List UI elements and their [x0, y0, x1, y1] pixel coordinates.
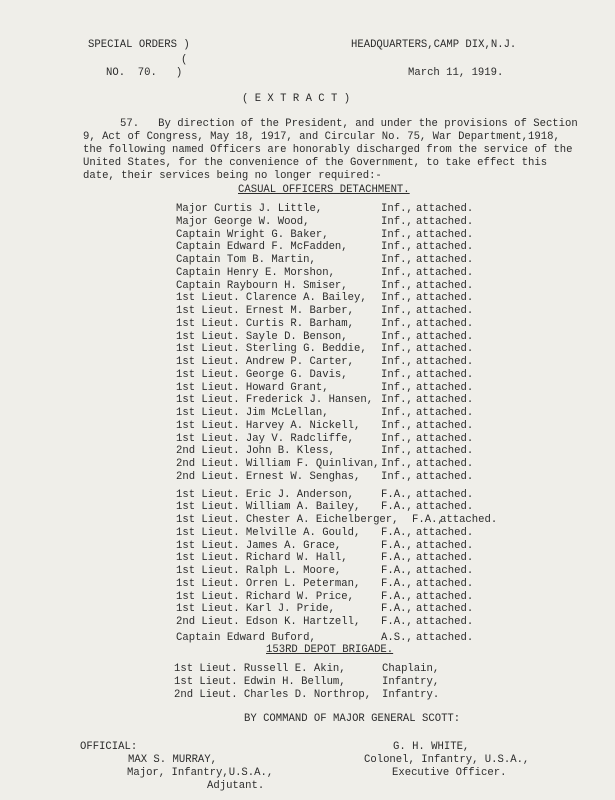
officer-name: 1st Lieut. Karl J. Pride,: [176, 603, 335, 616]
officer-branch: Chaplain,: [382, 663, 440, 675]
officer-status: attached.: [416, 203, 474, 215]
officer-branch: F.A.,: [381, 488, 413, 501]
officer-status: attached.: [416, 368, 474, 381]
officer-branch: Inf.,: [381, 292, 413, 305]
officer-status: attached.: [416, 590, 474, 603]
officer-status: attached.: [416, 407, 474, 419]
paragraph-line: 57. By direction of the President, and under the provisions of Section: [120, 118, 578, 130]
officer-status: attached.: [416, 470, 474, 483]
officer-name: Major Curtis J. Little,: [176, 203, 323, 215]
officer-branch: F.A.,: [381, 565, 413, 577]
casual-officers-title: CASUAL OFFICERS DETACHMENT.: [238, 184, 410, 196]
officer-name: 2nd Lieut. Ernest W. Senghas,: [176, 470, 361, 483]
officer-name: 1st Lieut. Melville A. Gould,: [176, 526, 361, 539]
officer-name: Captain Raybourn H. Smiser,: [176, 279, 348, 292]
officer-status: attached.: [416, 241, 474, 254]
officer-name: 1st Lieut. Russell E. Akin,: [174, 663, 346, 675]
officer-status: attached.: [416, 631, 474, 644]
officer-status: attached.: [416, 458, 474, 470]
officer-status: attached.: [416, 330, 474, 343]
officer-name: Captain Edward F. McFadden,: [176, 241, 348, 254]
paragraph-line: the following named Officers are honorably discharged from the service of the: [83, 144, 573, 156]
officer-status: attached.: [416, 432, 474, 445]
officer-branch: A.S.,: [381, 631, 413, 644]
right-signature-rank: Colonel, Infantry, U.S.A.,: [364, 754, 530, 766]
order-date: March 11, 1919.: [408, 67, 504, 79]
officer-branch: Inf.,: [381, 330, 413, 343]
officer-branch: F.A.,: [381, 590, 413, 603]
officer-branch: F.A.,: [381, 526, 413, 539]
officer-name: 2nd Lieut. Charles D. Northrop,: [174, 689, 372, 701]
officer-status: attached.: [416, 356, 474, 368]
officer-status: attached.: [416, 488, 474, 501]
left-signature-title: Adjutant.: [207, 780, 265, 792]
official-label: OFFICIAL:: [80, 741, 138, 753]
officer-status: attached.: [416, 317, 474, 330]
officer-branch: Inf.,: [381, 203, 413, 215]
officer-status: attached.: [416, 539, 474, 552]
right-signature-name: G. H. WHITE,: [393, 741, 470, 753]
order-number: NO. 70. ): [106, 67, 183, 79]
officer-status: attached.: [416, 419, 474, 432]
officer-name: 1st Lieut. Chester A. Eichelberger,: [176, 514, 399, 526]
officer-status: attached.: [440, 514, 498, 526]
extract-title: ( E X T R A C T ): [242, 93, 351, 105]
officer-branch: Inf.,: [381, 419, 413, 432]
officer-name: 1st Lieut. Ralph L. Moore,: [176, 565, 342, 577]
officer-branch: F.A.,: [381, 603, 413, 616]
paragraph-line: United States, for the convenience of the Government, to take effect this: [83, 157, 548, 169]
officer-branch: F.A.,: [381, 501, 413, 514]
officer-name: Captain Wright G. Baker,: [176, 228, 329, 241]
officer-branch: Inf.,: [381, 458, 413, 470]
officer-name: Captain Henry E. Morshon,: [176, 266, 335, 279]
officer-name: 2nd Lieut. Edson K. Hartzell,: [176, 616, 361, 628]
officer-branch: Inf.,: [381, 394, 413, 407]
officer-name: 1st Lieut. Harvey A. Nickell,: [176, 419, 361, 432]
officer-name: 1st Lieut. Richard W. Hall,: [176, 552, 348, 565]
officer-status: attached.: [416, 552, 474, 565]
left-signature-name: MAX S. MURRAY,: [128, 754, 218, 766]
officer-branch: F.A.,: [381, 552, 413, 565]
officer-name: 1st Lieut. Andrew P. Carter,: [176, 356, 355, 368]
officer-status: attached.: [416, 501, 474, 514]
officer-status: attached.: [416, 616, 474, 628]
officer-branch: F.A.,: [381, 539, 413, 552]
officer-branch: Inf.,: [381, 254, 413, 266]
officer-branch: F.A.,: [381, 577, 413, 590]
officer-name: 1st Lieut. Orren L. Peterman,: [176, 577, 361, 590]
officer-status: attached.: [416, 565, 474, 577]
officer-branch: Inf.,: [381, 381, 413, 394]
officer-branch: Inf.,: [381, 305, 413, 317]
officer-status: attached.: [416, 394, 474, 407]
officer-branch: F.A.,: [412, 514, 444, 526]
officer-branch: Inf.,: [381, 356, 413, 368]
officer-branch: Inf.,: [381, 279, 413, 292]
officer-status: attached.: [416, 266, 474, 279]
officer-status: attached.: [416, 279, 474, 292]
officer-status: attached.: [416, 445, 474, 458]
officer-name: 2nd Lieut. William F. Quinlivan,: [176, 458, 380, 470]
officer-branch: Inf.,: [381, 343, 413, 356]
officer-branch: Inf.,: [381, 432, 413, 445]
officer-branch: Inf.,: [381, 241, 413, 254]
officer-name: 2nd Lieut. John B. Kless,: [176, 445, 335, 458]
officer-name: 1st Lieut. Howard Grant,: [176, 381, 329, 394]
officer-status: attached.: [416, 215, 474, 228]
depot-brigade-title: 153RD DEPOT BRIGADE.: [266, 644, 394, 656]
officer-name: 1st Lieut. Jim McLellan,: [176, 407, 329, 419]
left-signature-rank: Major, Infantry,U.S.A.,: [127, 767, 274, 779]
officer-name: 1st Lieut. Sayle D. Benson,: [176, 330, 348, 343]
officer-branch: Inf.,: [381, 407, 413, 419]
paragraph-line: 9, Act of Congress, May 18, 1917, and Circular No. 75, War Department,1918,: [83, 131, 560, 143]
officer-status: attached.: [416, 228, 474, 241]
officer-name: 1st Lieut. Frederick J. Hansen,: [176, 394, 374, 407]
officer-branch: Infantry.: [382, 689, 440, 701]
command-line: BY COMMAND OF MAJOR GENERAL SCOTT:: [244, 713, 461, 725]
special-orders-paren: (: [181, 54, 188, 66]
officer-name: 1st Lieut. Sterling G. Beddie,: [176, 343, 367, 356]
officer-name: 1st Lieut. William A. Bailey,: [176, 501, 361, 514]
officer-name: 1st Lieut. Jay V. Radcliffe,: [176, 432, 355, 445]
officer-branch: Inf.,: [381, 215, 413, 228]
officer-name: Major George W. Wood,: [176, 215, 310, 228]
officer-status: attached.: [416, 577, 474, 590]
paragraph-line: date, their services being no longer required:-: [83, 170, 382, 182]
officer-name: 1st Lieut. George G. Davis,: [176, 368, 348, 381]
officer-status: attached.: [416, 305, 474, 317]
officer-branch: Inf.,: [381, 445, 413, 458]
special-orders-label: SPECIAL ORDERS ): [88, 39, 190, 51]
officer-status: attached.: [416, 254, 474, 266]
officer-branch: Inf.,: [381, 228, 413, 241]
officer-name: 1st Lieut. Clarence A. Bailey,: [176, 292, 367, 305]
officer-name: Captain Edward Buford,: [176, 631, 316, 644]
officer-name: Captain Tom B. Martin,: [176, 254, 316, 266]
headquarters-label: HEADQUARTERS,CAMP DIX,N.J.: [351, 39, 517, 51]
officer-branch: Inf.,: [381, 368, 413, 381]
officer-status: attached.: [416, 526, 474, 539]
officer-status: attached.: [416, 603, 474, 616]
officer-branch: F.A.,: [381, 616, 413, 628]
officer-status: attached.: [416, 292, 474, 305]
officer-name: 1st Lieut. Richard W. Price,: [176, 590, 355, 603]
officer-name: 1st Lieut. Curtis R. Barham,: [176, 317, 355, 330]
officer-status: attached.: [416, 343, 474, 356]
officer-name: 1st Lieut. James A. Grace,: [176, 539, 342, 552]
officer-name: 1st Lieut. Edwin H. Bellum,: [174, 676, 346, 688]
officer-status: attached.: [416, 381, 474, 394]
officer-branch: Inf.,: [381, 317, 413, 330]
officer-name: 1st Lieut. Eric J. Anderson,: [176, 488, 355, 501]
officer-branch: Inf.,: [381, 470, 413, 483]
officer-branch: Inf.,: [381, 266, 413, 279]
right-signature-title: Executive Officer.: [392, 767, 507, 779]
officer-name: 1st Lieut. Ernest M. Barber,: [176, 305, 355, 317]
officer-branch: Infantry,: [382, 676, 440, 688]
